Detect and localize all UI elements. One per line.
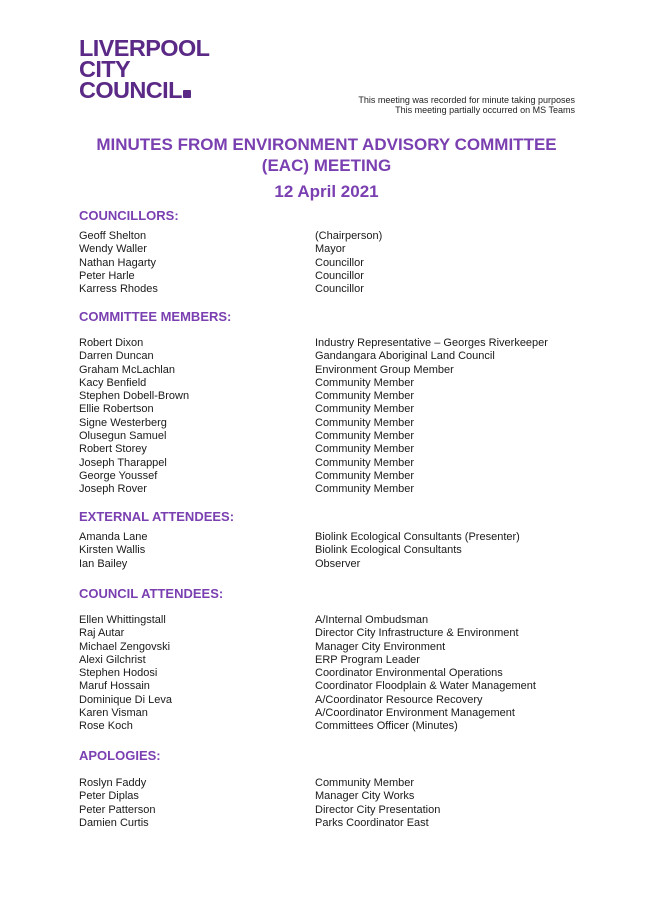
attendee-name: Dominique Di Leva <box>79 693 172 706</box>
attendee-role: A/Coordinator Resource Recovery <box>315 693 483 706</box>
attendee-name: Darren Duncan <box>79 350 154 363</box>
attendee-role: Community Member <box>315 416 415 429</box>
attendee-name: Signe Westerberg <box>79 416 167 429</box>
attendee-role: Community Member <box>315 390 415 403</box>
attendee-name: Raj Autar <box>79 627 125 640</box>
attendee-name: Kirsten Wallis <box>79 544 146 557</box>
council-logo <box>79 35 210 103</box>
attendee-name: Ellie Robertson <box>79 403 154 416</box>
attendee-role: ERP Program Leader <box>315 653 420 666</box>
attendee-name: Maruf Hossain <box>79 680 150 693</box>
attendee-row <box>79 470 579 483</box>
attendee-name: Alexi Gilchrist <box>79 653 146 666</box>
attendee-name: Olusegun Samuel <box>79 430 167 443</box>
logo-line-2: CITY <box>79 56 131 82</box>
meeting-date: 12 April 2021 <box>274 182 379 201</box>
attendee-name: Peter Patterson <box>79 803 156 816</box>
attendee-list <box>79 531 579 571</box>
attendee-role: Community Member <box>315 430 415 443</box>
attendee-row <box>79 337 579 350</box>
attendee-row <box>79 804 579 817</box>
attendee-role: Observer <box>315 557 361 570</box>
attendee-role: Councillor <box>315 269 364 282</box>
attendee-row <box>79 417 579 430</box>
attendee-name: Graham McLachlan <box>79 363 175 376</box>
attendee-role: Councillor <box>315 283 364 296</box>
attendee-row <box>79 680 579 693</box>
attendee-role: Industry Representative – Georges Riverkeeper <box>315 337 548 349</box>
section-heading: COUNCILLORS: <box>79 208 179 223</box>
attendee-row <box>79 430 579 443</box>
attendee-role: Environment Group Member <box>315 363 454 376</box>
attendee-name: Michael Zengovski <box>79 640 171 653</box>
attendee-row <box>79 457 579 470</box>
attendee-name: Nathan Hagarty <box>79 256 157 269</box>
attendee-row <box>79 377 579 390</box>
attendee-row <box>79 641 579 654</box>
attendee-row <box>79 654 579 667</box>
attendee-row <box>79 614 579 627</box>
attendee-role: Community Member <box>315 777 415 789</box>
attendee-role: Committees Officer (Minutes) <box>315 720 458 733</box>
attendee-row <box>79 544 579 557</box>
attendee-row <box>79 627 579 640</box>
recording-note: This meeting was recorded for minute taking purposes <box>358 95 575 105</box>
attendee-name: Geoff Shelton <box>79 230 147 242</box>
attendee-row <box>79 707 579 720</box>
attendee-row <box>79 790 579 803</box>
attendee-row <box>79 443 579 456</box>
attendee-name: Robert Storey <box>79 443 147 456</box>
logo-line-3: COUNCIL <box>79 77 182 103</box>
attendee-role: Manager City Environment <box>315 640 446 653</box>
attendee-name: Joseph Tharappel <box>79 456 167 469</box>
attendee-name: Peter Harle <box>79 269 135 282</box>
logo-line-1: LIVERPOOL <box>79 35 210 61</box>
attendee-row <box>79 230 579 243</box>
attendee-name: Peter Diplas <box>79 790 139 803</box>
logo-line-3-wrap <box>79 77 209 103</box>
attendee-role: Community Member <box>315 443 415 456</box>
teams-note: This meeting partially occurred on MS Teams <box>395 105 575 115</box>
attendee-name: Robert Dixon <box>79 337 144 349</box>
attendee-role: Gandangara Aboriginal Land Council <box>315 350 495 363</box>
attendee-row <box>79 483 579 496</box>
meeting-notes <box>358 95 575 115</box>
attendee-role: Community Member <box>315 469 415 482</box>
attendee-row <box>79 403 579 416</box>
attendee-role: Community Member <box>315 376 415 389</box>
attendee-name: Joseph Rover <box>79 483 147 496</box>
logo-square-icon <box>183 90 191 98</box>
attendee-row <box>79 283 579 296</box>
attendee-role: Mayor <box>315 243 346 256</box>
attendee-name: Wendy Waller <box>79 243 147 256</box>
attendee-row <box>79 350 579 363</box>
attendee-name: Roslyn Faddy <box>79 777 147 789</box>
attendee-name: Stephen Dobell-Brown <box>79 390 190 403</box>
attendee-role: Community Member <box>315 483 415 496</box>
attendee-row <box>79 558 579 571</box>
section-heading: COUNCIL ATTENDEES: <box>79 586 224 601</box>
attendee-name: Stephen Hodosi <box>79 667 158 680</box>
attendee-name: Amanda Lane <box>79 531 148 543</box>
attendee-role: Biolink Ecological Consultants <box>315 544 462 557</box>
section-heading: APOLOGIES: <box>79 748 161 763</box>
attendee-row <box>79 694 579 707</box>
attendee-row <box>79 720 579 733</box>
attendee-row <box>79 364 579 377</box>
attendee-row <box>79 257 579 270</box>
attendee-role: Community Member <box>315 456 415 469</box>
attendee-role: Director City Infrastructure & Environment <box>315 627 519 640</box>
attendee-row <box>79 777 579 790</box>
attendee-role: Councillor <box>315 256 364 269</box>
attendee-role: Coordinator Environmental Operations <box>315 667 503 680</box>
attendee-list <box>79 230 579 296</box>
attendee-row <box>79 390 579 403</box>
attendee-name: Karen Visman <box>79 707 148 720</box>
attendee-row <box>79 817 579 830</box>
attendee-role: Director City Presentation <box>315 803 441 816</box>
attendee-name: Rose Koch <box>79 720 133 733</box>
title-line-1: MINUTES FROM ENVIRONMENT ADVISORY COMMITTEE <box>96 135 557 154</box>
attendee-name: Kacy Benfield <box>79 376 147 389</box>
section-heading: EXTERNAL ATTENDEES: <box>79 509 235 524</box>
attendee-name: Damien Curtis <box>79 816 149 829</box>
attendee-role: Manager City Works <box>315 790 415 803</box>
attendee-row <box>79 243 579 256</box>
attendee-role: Biolink Ecological Consultants (Presenter) <box>315 531 520 543</box>
attendee-role: A/Internal Ombudsman <box>315 614 429 626</box>
attendee-role: (Chairperson) <box>315 230 383 242</box>
attendee-role: Coordinator Floodplain & Water Management <box>315 680 536 693</box>
attendee-role: Parks Coordinator East <box>315 816 429 829</box>
attendee-role: Community Member <box>315 403 415 416</box>
attendee-row <box>79 531 579 544</box>
attendee-name: Ellen Whittingstall <box>79 614 166 626</box>
document-title <box>0 134 653 176</box>
attendee-row <box>79 667 579 680</box>
attendee-name: Ian Bailey <box>79 557 128 570</box>
title-line-2: (EAC) MEETING <box>261 156 392 175</box>
attendee-role: A/Coordinator Environment Management <box>315 707 515 720</box>
attendee-list <box>79 337 579 497</box>
section-heading: COMMITTEE MEMBERS: <box>79 309 232 324</box>
attendee-name: George Youssef <box>79 469 158 482</box>
attendee-name: Karress Rhodes <box>79 283 158 296</box>
attendee-list <box>79 614 579 734</box>
attendee-row <box>79 270 579 283</box>
attendee-list <box>79 777 579 830</box>
